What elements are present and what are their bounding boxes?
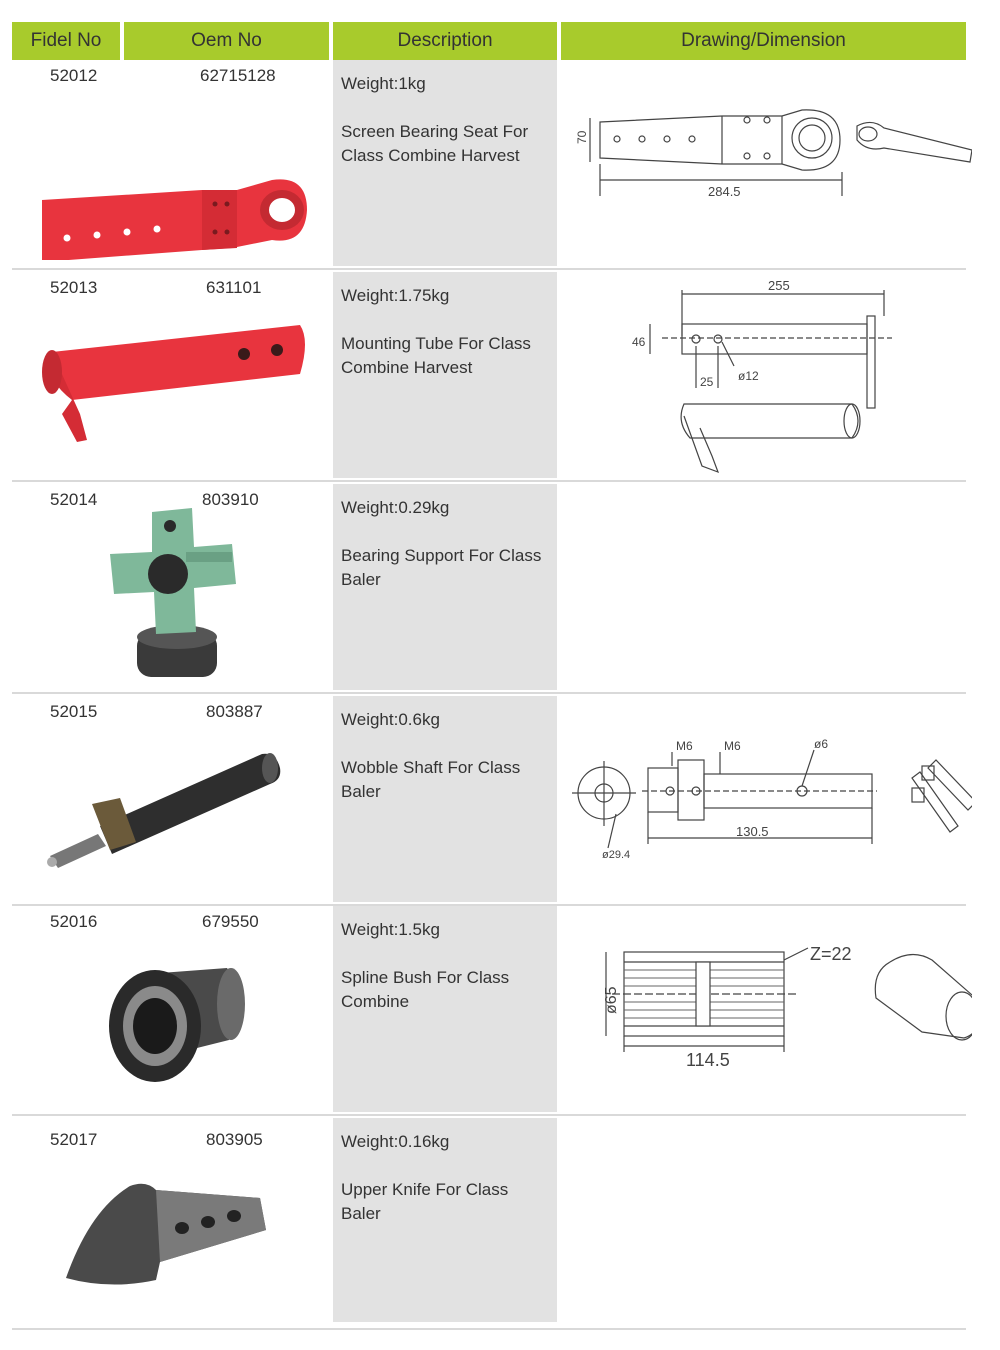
weight-text: Weight:0.16kg	[341, 1132, 450, 1151]
oem-no: 679550	[202, 912, 259, 931]
table-row-52017	[12, 1118, 966, 1330]
description-cell	[333, 484, 557, 690]
oem-no: 62715128	[200, 66, 276, 85]
wobble-shaft-photo	[40, 746, 300, 876]
description-cell	[333, 1118, 557, 1322]
dim-height: 70	[575, 130, 589, 144]
weight-text: Weight:1kg	[341, 74, 426, 93]
dim-diameter: ø65	[603, 986, 620, 1014]
table-row-52014	[12, 484, 966, 694]
table-row-52012	[12, 60, 966, 270]
dim-thread-1: M6	[676, 739, 693, 753]
header-description: Description	[333, 22, 557, 60]
mounting-tube-drawing	[572, 276, 972, 476]
description-cell	[333, 906, 557, 1112]
dim-length: 130.5	[736, 824, 769, 839]
oem-no: 631101	[206, 278, 262, 297]
header-oem-no: Oem No	[124, 22, 329, 60]
mounting-tube-photo	[32, 322, 322, 452]
weight-text: Weight:0.6kg	[341, 710, 440, 729]
description-text: Upper Knife For Class Baler	[341, 1180, 509, 1223]
fidel-no: 52017	[50, 1130, 98, 1149]
dim-length: 255	[768, 278, 790, 293]
spline-bush-photo	[107, 962, 287, 1102]
description-text: Wobble Shaft For Class Baler	[341, 758, 521, 801]
header-drawing: Drawing/Dimension	[561, 22, 966, 60]
dim-height: 46	[632, 335, 646, 349]
table-row-52015	[12, 696, 966, 906]
weight-text: Weight:1.5kg	[341, 920, 440, 939]
fidel-no: 52012	[50, 66, 98, 85]
dim-teeth: Z=22	[810, 944, 852, 964]
dim-diameter: ø29.4	[602, 849, 631, 861]
upper-knife-photo	[60, 1170, 290, 1290]
oem-no: 803887	[206, 702, 263, 721]
description-cell	[333, 272, 557, 478]
fidel-no: 52015	[50, 702, 98, 721]
description-text: Spline Bush For Class Combine	[341, 968, 510, 1011]
dim-length: 284.5	[708, 184, 741, 199]
screen-bearing-seat-photo	[37, 120, 327, 260]
fidel-no: 52016	[50, 912, 98, 931]
wobble-shaft-drawing	[572, 736, 972, 916]
weight-text: Weight:1.75kg	[341, 286, 450, 305]
dim-thread-2: M6	[724, 739, 741, 753]
dim-hole: ø6	[814, 737, 829, 751]
dim-length: 114.5	[686, 1050, 730, 1070]
oem-no: 803910	[202, 490, 259, 509]
screen-bearing-seat-drawing	[572, 100, 972, 250]
description-cell	[333, 60, 557, 266]
table-row-52016	[12, 906, 966, 1116]
weight-text: Weight:0.29kg	[341, 498, 450, 517]
fidel-no: 52014	[50, 490, 98, 509]
bearing-support-photo	[82, 502, 262, 682]
description-text: Bearing Support For Class Baler	[341, 546, 542, 589]
description-cell	[333, 696, 557, 902]
fidel-no: 52013	[50, 278, 98, 297]
spline-bush-drawing	[572, 942, 972, 1122]
oem-no: 803905	[206, 1130, 263, 1149]
description-text: Screen Bearing Seat For Class Combine Harvest	[341, 122, 529, 165]
header-fidel-no: Fidel No	[12, 22, 120, 60]
dim-spacing: 25	[700, 375, 714, 389]
table-row-52013	[12, 272, 966, 482]
dim-hole: ø12	[738, 369, 759, 383]
description-text: Mounting Tube For Class Combine Harvest	[341, 334, 531, 377]
